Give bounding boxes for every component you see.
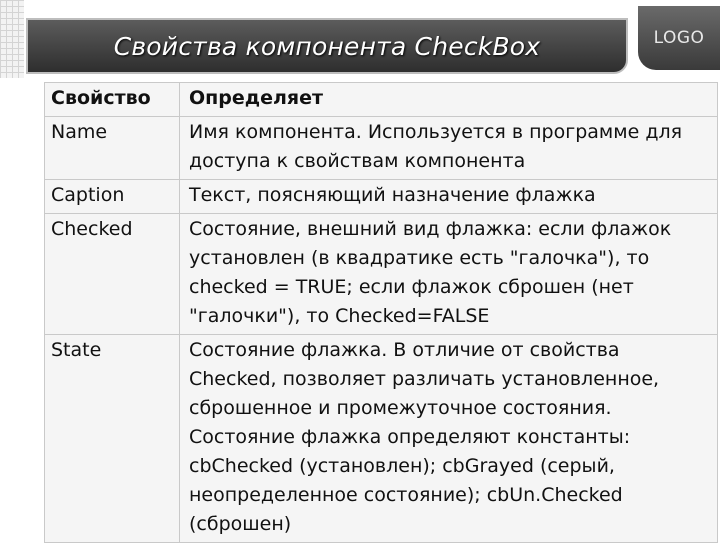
- property-name: Name: [45, 117, 180, 180]
- properties-table: [44, 82, 718, 543]
- property-name: State: [45, 335, 180, 543]
- slide-title: Свойства компонента CheckBox: [113, 31, 541, 61]
- property-description: Состояние, внешний вид флажка: если флажок установлен (в квадратике есть "галочка"), то checked = TRUE; если флажок сброшен (нет "галочки"), то Checked=FALSE: [180, 214, 718, 335]
- table-header-row: [45, 83, 718, 117]
- table-row: [45, 214, 718, 335]
- table-row: [45, 180, 718, 214]
- logo-text: LOGO: [653, 28, 705, 48]
- table-row: [45, 335, 718, 543]
- property-description: Имя компонента. Используется в программе для доступа к свойствам компонента: [180, 117, 718, 180]
- property-description: Состояние флажка. В отличие от свойства Checked, позволяет различать установленное, сброшенное и промежуточное состояния. Состояние флажка определяют константы: cbChecked (установлен); cbGrayed (серый, неопределенное состояние); cbUn.Checked (сброшен): [180, 335, 718, 543]
- table-row: [45, 117, 718, 180]
- header-property: Свойство: [45, 83, 180, 117]
- title-bar: [26, 18, 628, 74]
- decorative-grid: [0, 0, 24, 78]
- logo: [638, 6, 720, 70]
- property-name: Checked: [45, 214, 180, 335]
- header-description: Определяет: [180, 83, 718, 117]
- property-name: Caption: [45, 180, 180, 214]
- property-description: Текст, поясняющий назначение флажка: [180, 180, 718, 214]
